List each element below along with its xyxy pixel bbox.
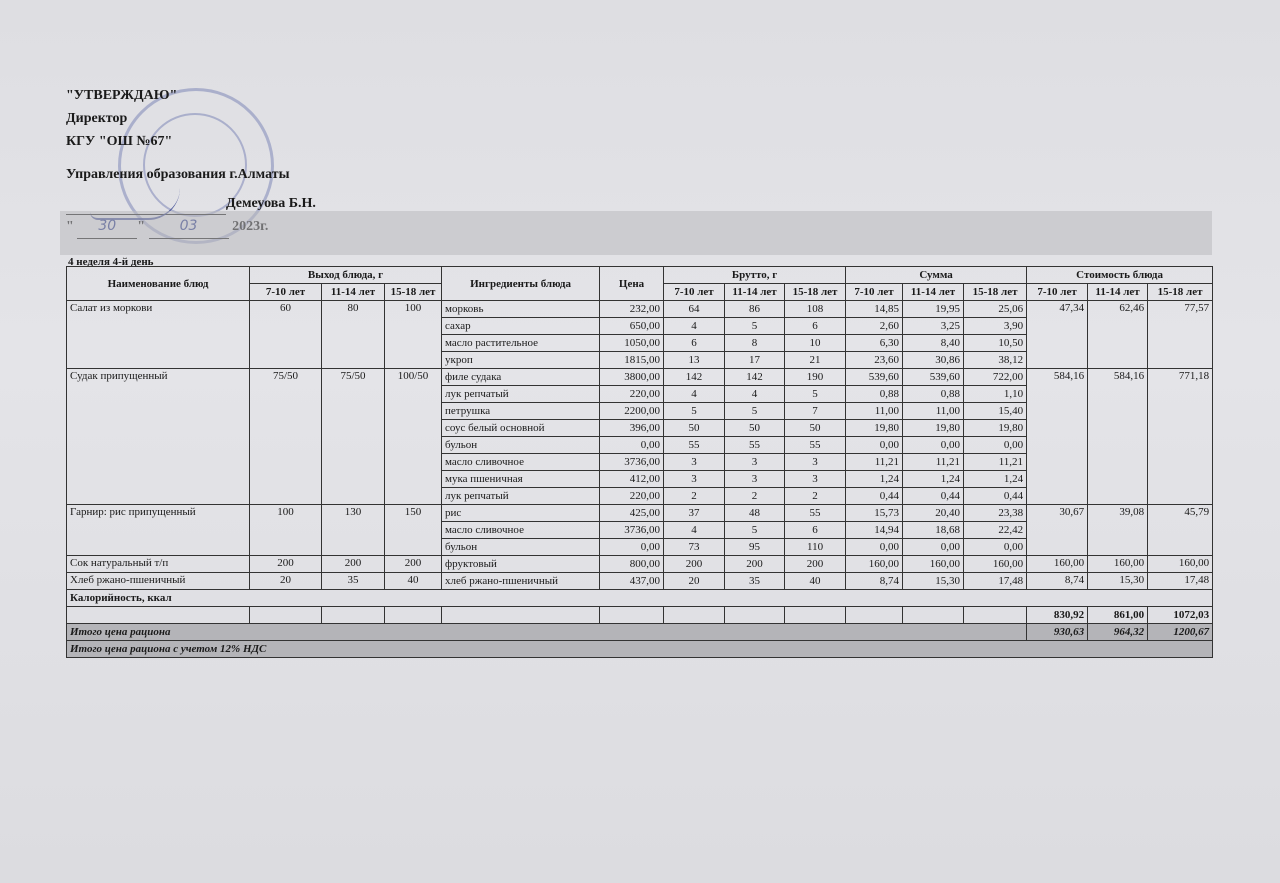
ingredient-name: бульон <box>442 437 600 454</box>
total-label: Итого цена рациона <box>67 624 1027 641</box>
ingredient-gross: 17 <box>725 352 785 369</box>
ingredient-sum: 3,25 <box>903 318 964 335</box>
ingredient-name: морковь <box>442 301 600 318</box>
cost-age-15-18: 15-18 лет <box>1148 284 1213 301</box>
gross-age-15-18: 15-18 лет <box>785 284 846 301</box>
dish-name: Гарнир: рис припущенный <box>67 505 250 556</box>
ingredient-name: масло растительное <box>442 335 600 352</box>
ingredient-name: бульон <box>442 539 600 556</box>
ingredient-sum: 0,00 <box>846 437 903 454</box>
dish-yield: 100 <box>385 301 442 369</box>
ingredient-gross: 73 <box>664 539 725 556</box>
ingredient-gross: 2 <box>725 488 785 505</box>
ingredient-name: масло сливочное <box>442 454 600 471</box>
dish-yield: 150 <box>385 505 442 556</box>
ingredient-gross: 50 <box>664 420 725 437</box>
ingredient-gross: 5 <box>725 318 785 335</box>
dish-yield: 35 <box>322 573 385 590</box>
ingredient-sum: 19,80 <box>846 420 903 437</box>
ingredient-gross: 4 <box>664 386 725 403</box>
table-row <box>67 556 1213 573</box>
approval-department: Управления образования г.Алматы <box>66 167 290 182</box>
header-row-1 <box>67 267 1213 284</box>
table-row <box>67 505 1213 522</box>
ingredient-sum: 0,88 <box>846 386 903 403</box>
col-gross: Брутто, г <box>664 267 846 284</box>
subtotal-row <box>67 607 1213 624</box>
ingredient-gross: 5 <box>725 522 785 539</box>
ingredient-price: 2200,00 <box>600 403 664 420</box>
ingredient-sum: 23,60 <box>846 352 903 369</box>
ingredient-gross: 6 <box>785 522 846 539</box>
ingredient-sum: 11,00 <box>903 403 964 420</box>
dish-yield: 75/50 <box>322 369 385 505</box>
ingredient-sum: 11,21 <box>846 454 903 471</box>
total-11-14: 964,32 <box>1088 624 1148 641</box>
subtotal-7-10: 830,92 <box>1027 607 1088 624</box>
ingredient-sum: 8,40 <box>903 335 964 352</box>
calories-label: Калорийность, ккал <box>67 590 1213 607</box>
ingredient-gross: 50 <box>785 420 846 437</box>
yield-age-7-10: 7-10 лет <box>250 284 322 301</box>
ingredient-gross: 2 <box>785 488 846 505</box>
ingredient-price: 800,00 <box>600 556 664 573</box>
ingredient-gross: 64 <box>664 301 725 318</box>
ingredient-gross: 48 <box>725 505 785 522</box>
ingredient-name: соус белый основной <box>442 420 600 437</box>
ingredient-gross: 37 <box>664 505 725 522</box>
ingredient-price: 0,00 <box>600 539 664 556</box>
ingredient-gross: 200 <box>785 556 846 573</box>
ingredient-sum: 722,00 <box>964 369 1027 386</box>
ingredient-name: масло сливочное <box>442 522 600 539</box>
dish-cost: 160,00 <box>1088 556 1148 573</box>
ingredient-name: филе судака <box>442 369 600 386</box>
ingredient-name: фруктовый <box>442 556 600 573</box>
ingredient-sum: 15,73 <box>846 505 903 522</box>
scan-shadow-band <box>60 211 1212 255</box>
ingredient-sum: 17,48 <box>964 573 1027 590</box>
ingredient-gross: 3 <box>785 454 846 471</box>
ingredient-price: 1815,00 <box>600 352 664 369</box>
ingredient-gross: 10 <box>785 335 846 352</box>
yield-age-15-18: 15-18 лет <box>385 284 442 301</box>
ingredient-sum: 0,00 <box>964 539 1027 556</box>
ingredient-gross: 35 <box>725 573 785 590</box>
ingredient-sum: 0,00 <box>964 437 1027 454</box>
dish-yield: 200 <box>250 556 322 573</box>
ingredient-sum: 30,86 <box>903 352 964 369</box>
ingredient-price: 3800,00 <box>600 369 664 386</box>
dish-cost: 584,16 <box>1027 369 1088 505</box>
ingredient-sum: 0,00 <box>903 539 964 556</box>
calories-row <box>67 590 1213 607</box>
ingredient-gross: 3 <box>664 471 725 488</box>
ingredient-gross: 4 <box>664 522 725 539</box>
ingredient-sum: 539,60 <box>903 369 964 386</box>
ingredient-gross: 200 <box>725 556 785 573</box>
gross-age-11-14: 11-14 лет <box>725 284 785 301</box>
ingredient-gross: 86 <box>725 301 785 318</box>
ingredient-gross: 7 <box>785 403 846 420</box>
cost-age-7-10: 7-10 лет <box>1027 284 1088 301</box>
ingredient-gross: 200 <box>664 556 725 573</box>
ingredient-name: хлеб ржано-пшеничный <box>442 573 600 590</box>
ingredient-sum: 22,42 <box>964 522 1027 539</box>
dish-yield: 200 <box>322 556 385 573</box>
dish-cost: 771,18 <box>1148 369 1213 505</box>
ingredient-sum: 6,30 <box>846 335 903 352</box>
subtotal-11-14: 861,00 <box>1088 607 1148 624</box>
ingredient-price: 232,00 <box>600 301 664 318</box>
sum-age-11-14: 11-14 лет <box>903 284 964 301</box>
ingredient-sum: 19,80 <box>964 420 1027 437</box>
total-7-10: 930,63 <box>1027 624 1088 641</box>
ingredient-sum: 15,30 <box>903 573 964 590</box>
dish-name: Судак припущенный <box>67 369 250 505</box>
ingredient-gross: 5 <box>725 403 785 420</box>
ingredient-name: лук репчатый <box>442 488 600 505</box>
ingredient-gross: 20 <box>664 573 725 590</box>
ingredient-gross: 5 <box>785 386 846 403</box>
ingredient-gross: 110 <box>785 539 846 556</box>
ingredient-gross: 55 <box>725 437 785 454</box>
ingredient-price: 3736,00 <box>600 522 664 539</box>
ingredient-sum: 1,24 <box>964 471 1027 488</box>
ingredient-sum: 1,24 <box>846 471 903 488</box>
dish-cost: 15,30 <box>1088 573 1148 590</box>
ingredient-name: рис <box>442 505 600 522</box>
ingredient-price: 650,00 <box>600 318 664 335</box>
ingredient-price: 0,00 <box>600 437 664 454</box>
ingredient-sum: 0,00 <box>903 437 964 454</box>
ingredient-sum: 160,00 <box>846 556 903 573</box>
col-sum: Сумма <box>846 267 1027 284</box>
dish-yield: 100/50 <box>385 369 442 505</box>
ingredient-sum: 19,95 <box>903 301 964 318</box>
ingredient-price: 1050,00 <box>600 335 664 352</box>
ingredient-gross: 3 <box>785 471 846 488</box>
dish-name: Хлеб ржано-пшеничный <box>67 573 250 590</box>
ingredient-price: 3736,00 <box>600 454 664 471</box>
sum-age-15-18: 15-18 лет <box>964 284 1027 301</box>
ingredient-gross: 3 <box>725 454 785 471</box>
ingredient-gross: 55 <box>785 437 846 454</box>
dish-yield: 200 <box>385 556 442 573</box>
ingredient-gross: 95 <box>725 539 785 556</box>
ingredient-gross: 6 <box>664 335 725 352</box>
menu-cost-table <box>66 266 1213 658</box>
ingredient-price: 425,00 <box>600 505 664 522</box>
ingredient-sum: 0,44 <box>964 488 1027 505</box>
table-row <box>67 573 1213 590</box>
ingredient-sum: 0,88 <box>903 386 964 403</box>
ingredient-gross: 13 <box>664 352 725 369</box>
vat-label: Итого цена рациона с учетом 12% НДС <box>67 641 1213 658</box>
ingredient-gross: 55 <box>664 437 725 454</box>
ingredient-sum: 1,24 <box>903 471 964 488</box>
dish-cost: 62,46 <box>1088 301 1148 369</box>
ingredient-sum: 11,21 <box>964 454 1027 471</box>
ingredient-sum: 18,68 <box>903 522 964 539</box>
dish-cost: 8,74 <box>1027 573 1088 590</box>
ingredient-sum: 8,74 <box>846 573 903 590</box>
dish-yield: 130 <box>322 505 385 556</box>
ingredient-sum: 3,90 <box>964 318 1027 335</box>
ingredient-gross: 142 <box>725 369 785 386</box>
dish-name: Сок натуральный т/п <box>67 556 250 573</box>
ingredient-price: 220,00 <box>600 386 664 403</box>
gross-age-7-10: 7-10 лет <box>664 284 725 301</box>
ingredient-sum: 14,94 <box>846 522 903 539</box>
ingredient-sum: 1,10 <box>964 386 1027 403</box>
ingredient-price: 220,00 <box>600 488 664 505</box>
dish-cost: 45,79 <box>1148 505 1213 556</box>
ingredient-sum: 15,40 <box>964 403 1027 420</box>
ingredient-gross: 8 <box>725 335 785 352</box>
ingredient-price: 437,00 <box>600 573 664 590</box>
col-dish-name: Наименование блюд <box>67 267 250 301</box>
ingredient-price: 396,00 <box>600 420 664 437</box>
ingredient-gross: 55 <box>785 505 846 522</box>
dish-cost: 160,00 <box>1148 556 1213 573</box>
ingredient-gross: 3 <box>725 471 785 488</box>
col-price: Цена <box>600 267 664 301</box>
dish-cost: 17,48 <box>1148 573 1213 590</box>
ingredient-sum: 19,80 <box>903 420 964 437</box>
ingredient-sum: 2,60 <box>846 318 903 335</box>
ingredient-sum: 20,40 <box>903 505 964 522</box>
ingredient-gross: 2 <box>664 488 725 505</box>
dish-yield: 100 <box>250 505 322 556</box>
ingredient-gross: 4 <box>664 318 725 335</box>
ingredient-sum: 14,85 <box>846 301 903 318</box>
ingredient-gross: 50 <box>725 420 785 437</box>
col-ingredients: Ингредиенты блюда <box>442 267 600 301</box>
dish-yield: 20 <box>250 573 322 590</box>
dish-yield: 80 <box>322 301 385 369</box>
ingredient-gross: 190 <box>785 369 846 386</box>
total-row <box>67 624 1213 641</box>
total-15-18: 1200,67 <box>1148 624 1213 641</box>
dish-cost: 39,08 <box>1088 505 1148 556</box>
vat-row <box>67 641 1213 658</box>
ingredient-sum: 0,44 <box>903 488 964 505</box>
approval-school: КГУ "ОШ №67" <box>66 134 173 149</box>
ingredient-gross: 4 <box>725 386 785 403</box>
ingredient-sum: 10,50 <box>964 335 1027 352</box>
table-row <box>67 369 1213 386</box>
ingredient-name: мука пшеничная <box>442 471 600 488</box>
ingredient-gross: 5 <box>664 403 725 420</box>
dish-cost: 30,67 <box>1027 505 1088 556</box>
ingredient-sum: 539,60 <box>846 369 903 386</box>
dish-yield: 60 <box>250 301 322 369</box>
ingredient-sum: 25,06 <box>964 301 1027 318</box>
ingredient-sum: 23,38 <box>964 505 1027 522</box>
ingredient-sum: 11,21 <box>903 454 964 471</box>
signer-name: Демеуова Б.Н. <box>226 196 316 211</box>
ingredient-name: петрушка <box>442 403 600 420</box>
ingredient-gross: 21 <box>785 352 846 369</box>
approval-heading: "УТВЕРЖДАЮ" <box>66 88 178 103</box>
ingredient-sum: 38,12 <box>964 352 1027 369</box>
ingredient-sum: 0,00 <box>846 539 903 556</box>
ingredient-gross: 3 <box>664 454 725 471</box>
dish-yield: 75/50 <box>250 369 322 505</box>
ingredient-sum: 160,00 <box>964 556 1027 573</box>
dish-yield: 40 <box>385 573 442 590</box>
ingredient-gross: 108 <box>785 301 846 318</box>
dish-cost: 77,57 <box>1148 301 1213 369</box>
ingredient-sum: 11,00 <box>846 403 903 420</box>
col-yield: Выход блюда, г <box>250 267 442 284</box>
sum-age-7-10: 7-10 лет <box>846 284 903 301</box>
table-row <box>67 301 1213 318</box>
ingredient-gross: 6 <box>785 318 846 335</box>
dish-cost: 584,16 <box>1088 369 1148 505</box>
dish-cost: 160,00 <box>1027 556 1088 573</box>
dish-name: Салат из моркови <box>67 301 250 369</box>
ingredient-gross: 40 <box>785 573 846 590</box>
dish-cost: 47,34 <box>1027 301 1088 369</box>
ingredient-gross: 142 <box>664 369 725 386</box>
ingredient-name: лук репчатый <box>442 386 600 403</box>
ingredient-sum: 160,00 <box>903 556 964 573</box>
subtotal-15-18: 1072,03 <box>1148 607 1213 624</box>
approval-position: Директор <box>66 111 128 126</box>
yield-age-11-14: 11-14 лет <box>322 284 385 301</box>
col-cost: Стоимость блюда <box>1027 267 1213 284</box>
ingredient-name: сахар <box>442 318 600 335</box>
ingredient-name: укроп <box>442 352 600 369</box>
ingredient-sum: 0,44 <box>846 488 903 505</box>
ingredient-price: 412,00 <box>600 471 664 488</box>
cost-age-11-14: 11-14 лет <box>1088 284 1148 301</box>
week-day-label: 4 неделя 4-й день <box>68 256 154 268</box>
